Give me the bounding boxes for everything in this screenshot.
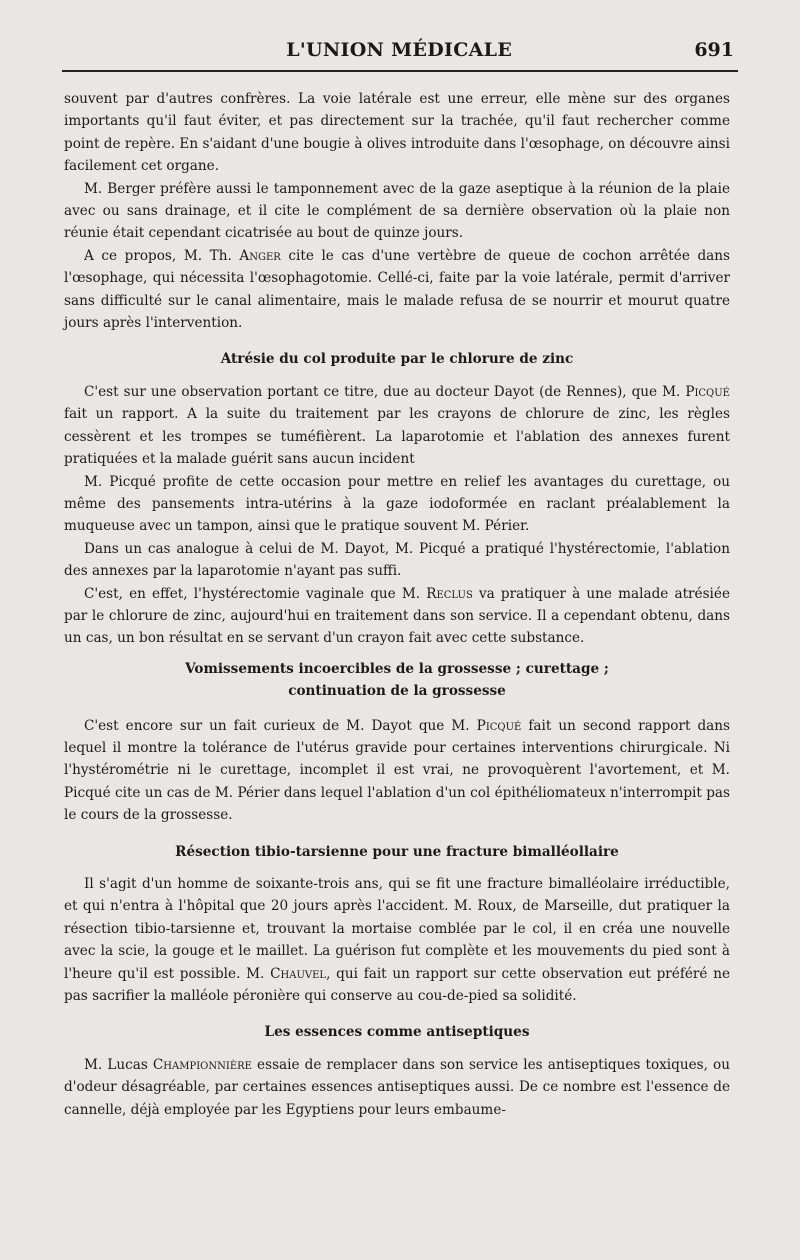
author-name: Chauvel	[270, 965, 327, 982]
paragraph: Il s'agit d'un homme de soixante-trois ans, qui se fit une fracture bimalléolaire irréductible, et qui n'entra à l'hôpital que 20 jours après l'accident. M. Roux, de Marseille, dut pratiquer la résection tibio-tarsienne et, trouvant la mortaise comblée par le col, il en créa une nouvelle avec la scie, la gouge et le maillet. La guérison fut complète et les mouvements du pied sont à l'heure qu'il est possible. M. Chauvel, qui fait un rapport sur cette observation eut préféré ne pas sacrifier la malléole péronière qui conserve au cou-de-pied sa solidité.	[64, 876, 730, 1005]
author-name: Reclus	[426, 585, 473, 602]
author-name: Picqué	[685, 383, 730, 400]
author-name: Anger	[239, 247, 281, 264]
article-body	[64, 88, 730, 1121]
section-heading: Les essences comme antiseptiques	[264, 1024, 530, 1041]
page-header	[64, 34, 734, 66]
section-heading-line: continuation de la grossesse	[288, 683, 506, 700]
paragraph: M. Picqué profite de cette occasion pour mettre en relief les avantages du curettage, ou même des pansements intra-utérins à la gaze iodoformée en raclant préalablement la muqueuse avec un tampon, ainsi que le pratique souvent M. Périer.	[64, 473, 730, 535]
paragraph: souvent par d'autres confrères. La voie latérale est une erreur, elle mène sur des organes importants qu'il faut éviter, et pas directement sur la trachée, qu'il faut rechercher comme point de repère. En s'aidant d'une bougie à olives introduite dans l'œsophage, on découvre ainsi facilement cet organe.	[64, 91, 730, 175]
paragraph: C'est encore sur un fait curieux de M. Dayot que M. Picqué fait un second rapport dans lequel il montre la tolérance de l'utérus gravide pour certaines interventions chirurgicale. Ni l'hystérométrie ni le curettage, incomplet il est vrai, ne provoquèrent l'avortement, et M. Picqué cite un cas de M. Périer dans lequel l'ablation d'un col épithéliomateux n'interrompit pas le cours de la grossesse.	[64, 717, 730, 824]
running-title: L'UNION MÉDICALE	[286, 39, 513, 61]
paragraph: A ce propos, M. Th. Anger cite le cas d'une vertèbre de queue de cochon arrêtée dans l'œsophage, qui nécessita l'œsophagotomie. Cellé-ci, faite par la voie latérale, permit d'arriver sans difficulté sur le canal alimentaire, mais le malade refusa de se nourrir et mourut quatre jours après l'intervention.	[64, 247, 730, 332]
header-rule	[62, 70, 738, 72]
author-name: Championnière	[152, 1056, 252, 1073]
page-number: 691	[694, 39, 734, 61]
section-heading: Résection tibio-tarsienne pour une fracture bimalléollaire	[175, 843, 619, 860]
section-heading-line: Vomissements incoercibles de la grossesse ; curettage ;	[185, 660, 609, 677]
paragraph: M. Lucas Championnière essaie de remplacer dans son service les antiseptiques toxiques, ou d'odeur désagréable, par certaines essences antiseptiques aussi. De ce nombre est l'essence de cannelle, déjà employée par les Egyptiens pour leurs embaume-	[64, 1056, 730, 1118]
section-heading: Atrésie du col produite par le chlorure de zinc	[220, 351, 574, 368]
author-name: Picqué	[476, 717, 522, 734]
paragraph: C'est, en effet, l'hystérectomie vaginale que M. Reclus va pratiquer à une malade atrésiée par le chlorure de zinc, aujourd'hui en traitement dans son service. Il a cependant obtenu, dans un cas, un bon résultat en se servant d'un crayon fait avec cette substance.	[64, 585, 730, 647]
section-heading	[64, 658, 730, 703]
paragraph: Dans un cas analogue à celui de M. Dayot, M. Picqué a pratiqué l'hystérectomie, l'ablation des annexes par la laparotomie n'ayant pas suffi.	[64, 540, 730, 580]
paragraph: M. Berger préfère aussi le tamponnement avec de la gaze aseptique à la réunion de la plaie avec ou sans drainage, et il cite le complément de sa dernière observation où la plaie non réunie était cependant cicatrisée au bout de quinze jours.	[64, 180, 730, 242]
paragraph: C'est sur une observation portant ce titre, due au docteur Dayot (de Rennes), que M. Picqué fait un rapport. A la suite du traitement par les crayons de chlorure de zinc, les règles cessèrent et les trompes se tuméfièrent. La laparotomie et l'ablation des annexes furent pratiquées et la malade guérit sans aucun incident	[64, 383, 730, 468]
